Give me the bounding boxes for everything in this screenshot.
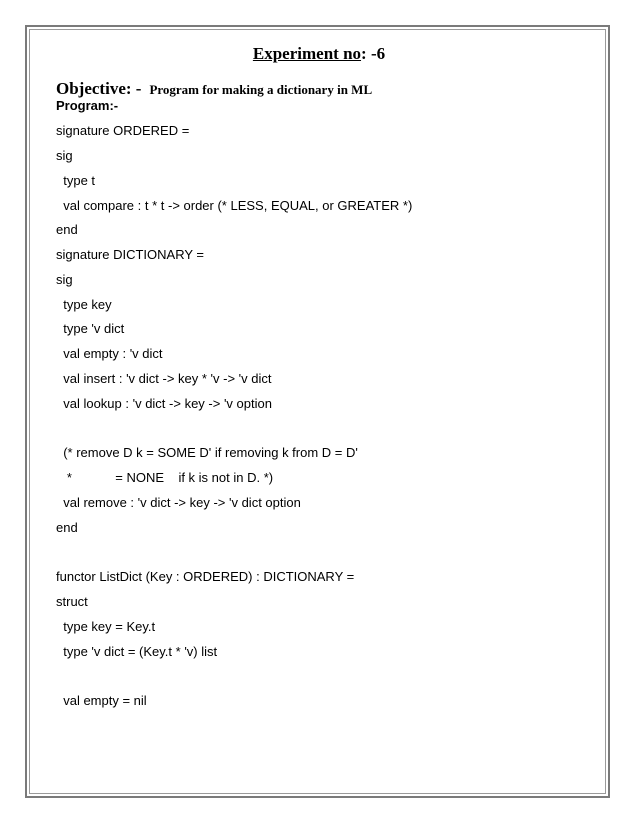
code-line: sig: [56, 272, 73, 287]
code-line: val empty = nil: [56, 693, 147, 708]
experiment-title-label: Experiment no: [252, 44, 362, 63]
program-label: Program:-: [56, 98, 119, 113]
code-line: struct: [56, 594, 88, 609]
code-line: val empty : 'v dict: [56, 346, 163, 361]
code-line: * = NONE if k is not in D. *): [56, 470, 274, 485]
code-line: val insert : 'v dict -> key * 'v -> 'v dict: [56, 371, 272, 386]
code-line: type 'v dict = (Key.t * 'v) list: [56, 644, 218, 659]
code-line: type key = Key.t: [56, 619, 156, 634]
objective-label: Objective: -: [56, 79, 142, 98]
objective-line: [56, 79, 372, 99]
code-line: end: [56, 222, 78, 237]
code-line: signature DICTIONARY =: [56, 247, 204, 262]
code-line: type 'v dict: [56, 321, 125, 336]
objective-text: Program for making a dictionary in ML: [149, 82, 373, 97]
code-line: val compare : t * t -> order (* LESS, EQUAL, or GREATER *): [56, 198, 413, 213]
code-line: val remove : 'v dict -> key -> 'v dict option: [56, 495, 301, 510]
experiment-title: [0, 44, 638, 64]
code-line: type key: [56, 297, 112, 312]
code-line: type t: [56, 173, 96, 188]
code-line: sig: [56, 148, 73, 163]
experiment-number: : -6: [361, 44, 386, 63]
code-line: signature ORDERED =: [56, 123, 190, 138]
code-line: (* remove D k = SOME D' if removing k from D = D': [56, 445, 358, 460]
code-line: end: [56, 520, 78, 535]
code-line: val lookup : 'v dict -> key -> 'v option: [56, 396, 272, 411]
code-line: functor ListDict (Key : ORDERED) : DICTIONARY =: [56, 569, 355, 584]
